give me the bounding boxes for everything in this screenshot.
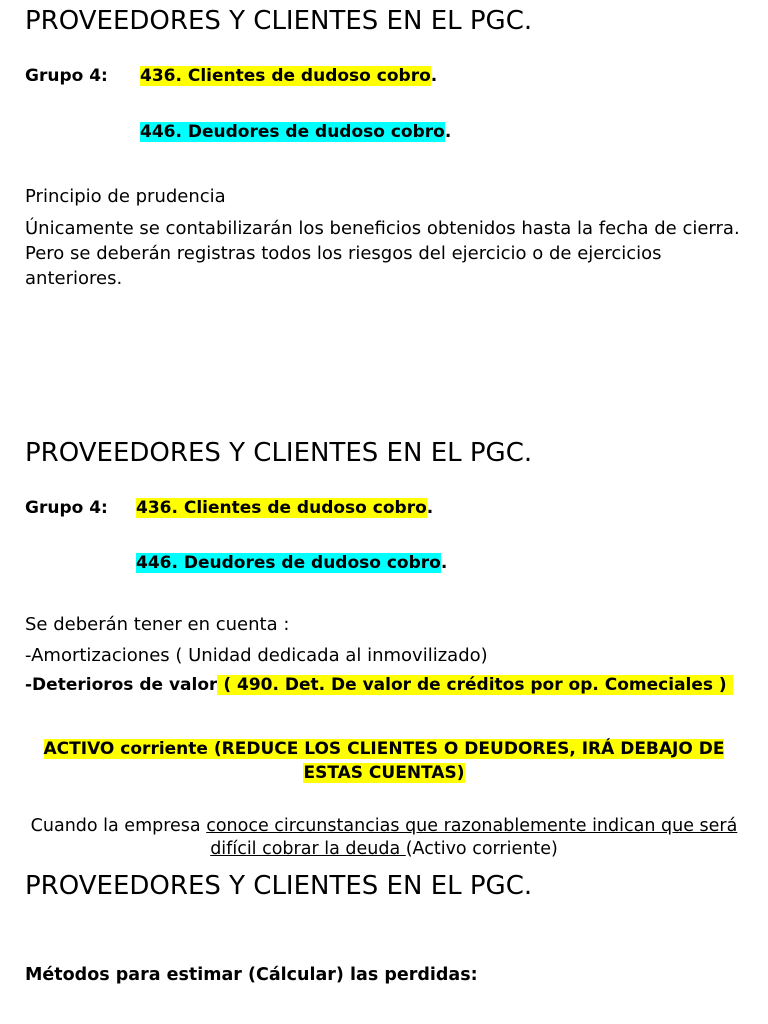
slide-2-title: PROVEEDORES Y CLIENTES EN EL PGC. (25, 438, 533, 468)
principle-text: Únicamente se contabilizarán los beneficios obtenidos hasta la fecha de cierra. Pero se deberán registras todos los riesgos del ejercicio o de ejercicios anteriores. (25, 218, 740, 289)
cuando-paragraph (25, 815, 743, 861)
slide-1-group-label: Grupo 4: (25, 66, 108, 86)
slide-1-account-436: 436. Clientes de dudoso cobro (140, 66, 431, 86)
slide-2-account-436-line (136, 498, 433, 518)
cuando-underlined: conoce circunstancias que razonablemente indican que será difícil cobrar la deuda (206, 816, 738, 859)
consider-text: Se deberán tener en cuenta : (25, 614, 290, 635)
cuando-suffix: (Activo corriente) (405, 839, 558, 859)
slide-2-account-446-line (136, 553, 447, 573)
cuando-prefix: Cuando la empresa (30, 816, 207, 836)
slide-1-period-436: . (430, 66, 438, 86)
slide-1-title: PROVEEDORES Y CLIENTES EN EL PGC. (25, 6, 533, 36)
principle-heading: Principio de prudencia (25, 186, 226, 207)
amortizaciones-text: -Amortizaciones ( Unidad dedicada al inmovilizado) (25, 645, 488, 666)
activo-note (25, 737, 743, 785)
slide-3-title: PROVEEDORES Y CLIENTES EN EL PGC. (25, 871, 533, 901)
deterioros-line (25, 675, 733, 695)
slide-1-period-446: . (444, 122, 452, 142)
slide-1-account-436-line (140, 66, 437, 86)
slide-2-group-label: Grupo 4: (25, 498, 108, 518)
activo-note-text: ACTIVO corriente (REDUCE LOS CLIENTES O DEUDORES, IRÁ DEBAJO DE ESTAS CUENTAS) (43, 739, 725, 783)
methods-heading: Métodos para estimar (Cálcular) las perdidas: (25, 965, 478, 985)
slide-1-account-446-line (140, 122, 451, 142)
slide-2-account-446: 446. Deudores de dudoso cobro (136, 553, 441, 573)
slide-2-period-436: . (426, 498, 434, 518)
deterioros-highlight: ( 490. Det. De valor de créditos por op. Comeciales ) (217, 675, 733, 695)
deterioros-label: -Deterioros de valor (25, 675, 218, 695)
slide-2-period-446: . (440, 553, 448, 573)
slide-2-account-436: 436. Clientes de dudoso cobro (136, 498, 427, 518)
slide-1-account-446: 446. Deudores de dudoso cobro (140, 122, 445, 142)
